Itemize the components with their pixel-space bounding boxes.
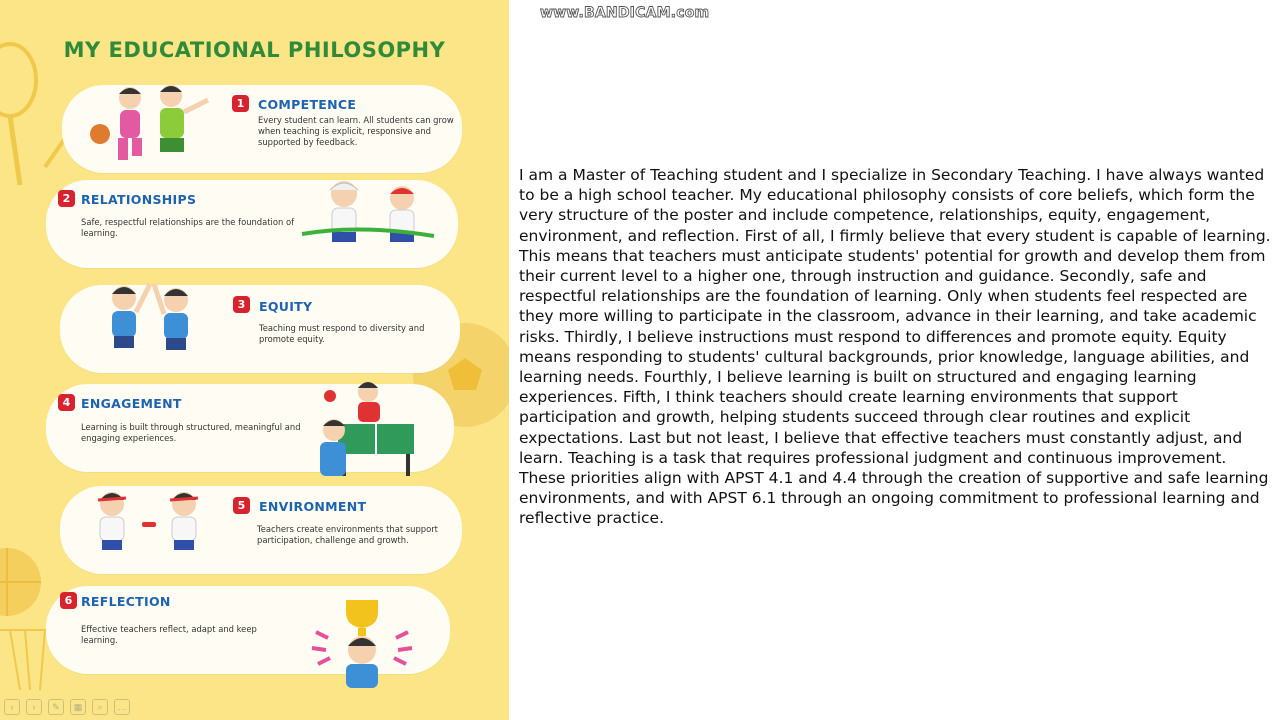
previous-icon[interactable]: ‹ [4,699,20,715]
pen-icon[interactable]: ✎ [48,699,64,715]
card-number-badge: 4 [58,394,75,411]
more-icon[interactable]: … [114,699,130,715]
zoom-icon[interactable]: ⌕ [92,699,108,715]
presentation-toolbar [4,699,130,715]
basketball-kids-illustration [88,80,213,172]
card-title: COMPETENCE [258,97,357,112]
next-icon[interactable]: › [26,699,42,715]
poster-title: MY EDUCATIONAL PHILOSOPHY [63,38,446,62]
card-title: RELATIONSHIPS [81,192,197,207]
trophy-kid-illustration [302,592,422,688]
card-number-badge: 1 [232,95,249,112]
high-five-kids-illustration [92,278,212,360]
poster-slide [0,0,509,720]
card-description: Teaching must respond to diversity and promote equity. [259,323,425,344]
card-description: Every student can learn. All students can grow when teaching is explicit, responsive and supported by feedback. [258,115,454,147]
table-tennis-illustration [318,378,418,480]
card-description: Teachers create environments that support participation, challenge and growth. [257,524,438,545]
card-number-badge: 5 [233,497,250,514]
card-number-badge: 3 [233,296,250,313]
card-title: ENGAGEMENT [81,396,182,411]
card-title: REFLECTION [81,594,171,609]
card-number-badge: 6 [60,592,77,609]
recording-watermark: www.BANDICAM.com [540,5,710,21]
finish-line-kids-illustration [300,176,435,254]
card-description: Effective teachers reflect, adapt and keep learning. [81,624,257,645]
basketball-icon [0,545,45,620]
relay-race-kids-illustration [84,486,214,570]
slides-icon[interactable]: ▦ [70,699,86,715]
card-title: ENVIRONMENT [259,499,367,514]
card-title: EQUITY [259,299,313,314]
philosophy-statement-text: I am a Master of Teaching student and I specialize in Secondary Teaching. I have always wanted to be a high school teacher. My educational philosophy consists of core beliefs, which form the very structure of the poster and include competence, relationships, equity, engagement, environment, and reflection. First of all, I firmly believe that every student is capable of learning. This means that teachers must anticipate students' potential for growth and develop them from their current level to a higher one, through instruction and guidance. Secondly, safe and respectful relationships are the foundation of learning. Only when students feel respected are they more willing to participate in the classroom, advance in their learning, and take academic risks. Thirdly, I believe instructions must respond to differences and promote equity. Equity means responding to students' cultural backgrounds, prior knowledge, language abilities, and learning needs. Fourthly, I believe learning is built on structured and engaging learning experiences. Fifth, I think teachers should create learning environments that support participation and growth, helping students succeed through clear routines and explicit expectations. Last but not least, I believe that effective teachers must constantly adjust, and learn. Teaching is a task that requires professional judgment and continuous improvement. These priorities align with APST 4.1 and 4.4 through the creation of supportive and safe learning environments, and with APST 6.1 through an ongoing commitment to professional learning and reflective practice. [519,166,1271,528]
card-number-badge: 2 [58,190,75,207]
card-description: Safe, respectful relationships are the foundation of learning. [81,217,295,238]
card-description: Learning is built through structured, meaningful and engaging experiences. [81,422,301,443]
